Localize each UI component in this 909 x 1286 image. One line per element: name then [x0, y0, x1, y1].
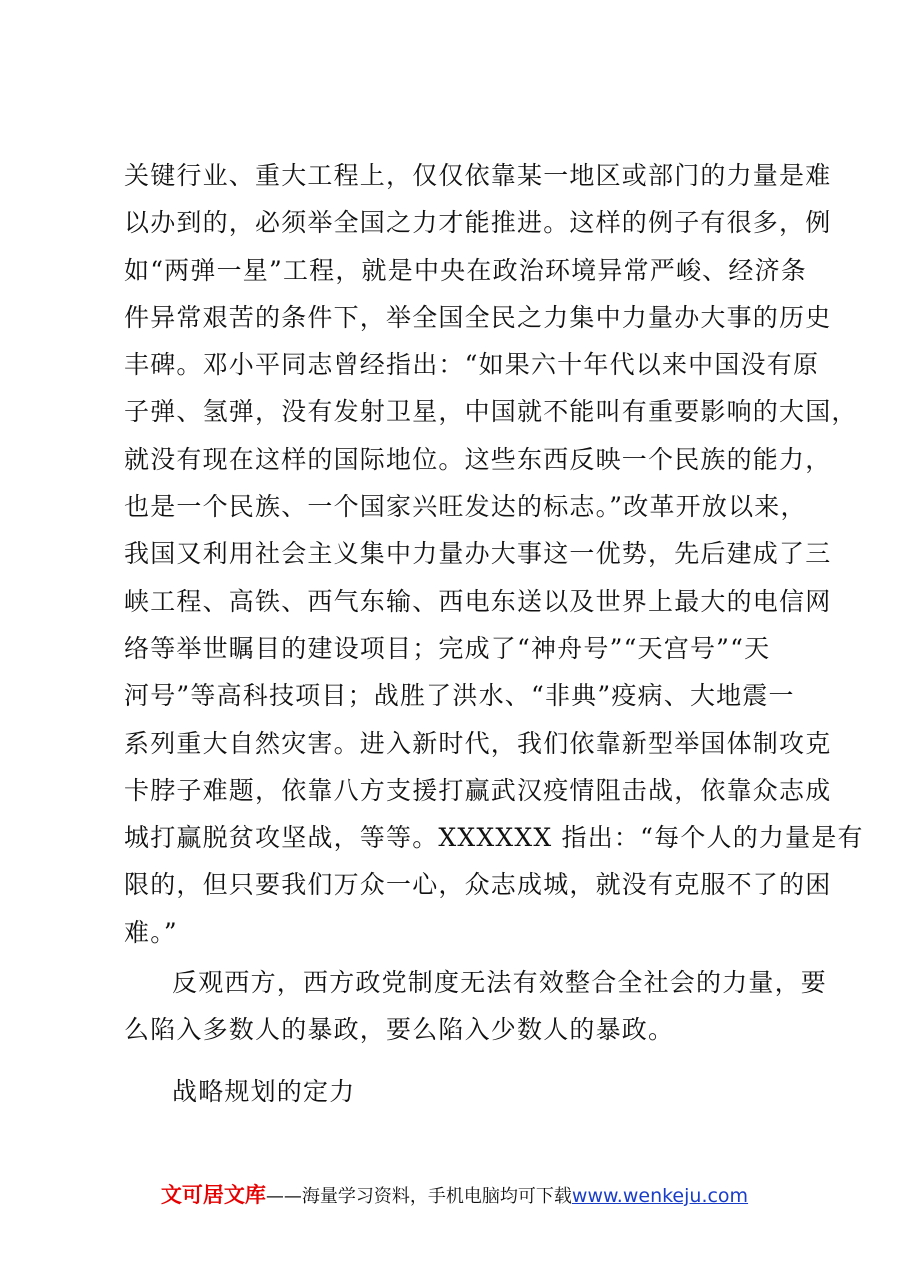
text-line: 我国又利用社会主义集中力量办大事这一优势，先后建成了三 [124, 539, 832, 569]
footer-banner [0, 1180, 909, 1212]
section-heading: 战略规划的定力 [172, 1077, 356, 1106]
footer-tagline: ——海量学习资料，手机电脑均可下载 [265, 1186, 572, 1207]
text-line: 子弹、氢弹，没有发射卫星，中国就不能叫有重要影响的大国， [124, 397, 858, 427]
text-line: 难。” [124, 917, 178, 947]
text-line: 丰碑。邓小平同志曾经指出：“如果六十年代以来中国没有原 [124, 350, 820, 380]
text-line: 城打赢脱贫攻坚战，等等。XXXXXX 指出：“每个人的力量是有 [124, 823, 864, 853]
text-line: 系列重大自然灾害。进入新时代，我们依靠新型举国体制攻克 [124, 728, 832, 758]
text-line: 河号”等高科技项目；战胜了洪水、“非典”疫病、大地震一 [124, 681, 795, 711]
text-line: 峡工程、高铁、西气东输、西电东送以及世界上最大的电信网 [124, 586, 832, 616]
text-line: 络等举世瞩目的建设项目；完成了“神舟号”“天宫号”“天 [124, 633, 771, 663]
text-line: 就没有现在这样的国际地位。这些东西反映一个民族的能力， [124, 444, 832, 474]
footer-brand: 文可居文库 [160, 1183, 266, 1207]
text-line: 关键行业、重大工程上，仅仅依靠某一地区或部门的力量是难 [124, 161, 832, 190]
document-body [124, 152, 864, 1054]
footer-website-link[interactable]: www.wenkeju.com [571, 1185, 749, 1207]
text-line: 限的，但只要我们万众一心，众志成城，就没有克服不了的困 [124, 870, 832, 900]
text-line: 卡脖子难题，依靠八方支援打赢武汉疫情阻击战，依靠众志成 [124, 775, 832, 805]
text-line: 反观西方，西方政党制度无法有效整合全社会的力量，要 [172, 968, 828, 998]
text-line: 件异常艰苦的条件下，举全国全民之力集中力量办大事的历史 [124, 302, 832, 332]
text-line: 也是一个民族、一个国家兴旺发达的标志。”改革开放以来， [124, 492, 807, 522]
text-line: 么陷入多数人的暴政，要么陷入少数人的暴政。 [124, 1015, 675, 1045]
text-line: 如“两弹一星”工程，就是中央在政治环境异常严峻、经济条 [124, 255, 807, 285]
text-line: 以办到的，必须举全国之力才能推进。这样的例子有很多，例 [124, 208, 832, 238]
